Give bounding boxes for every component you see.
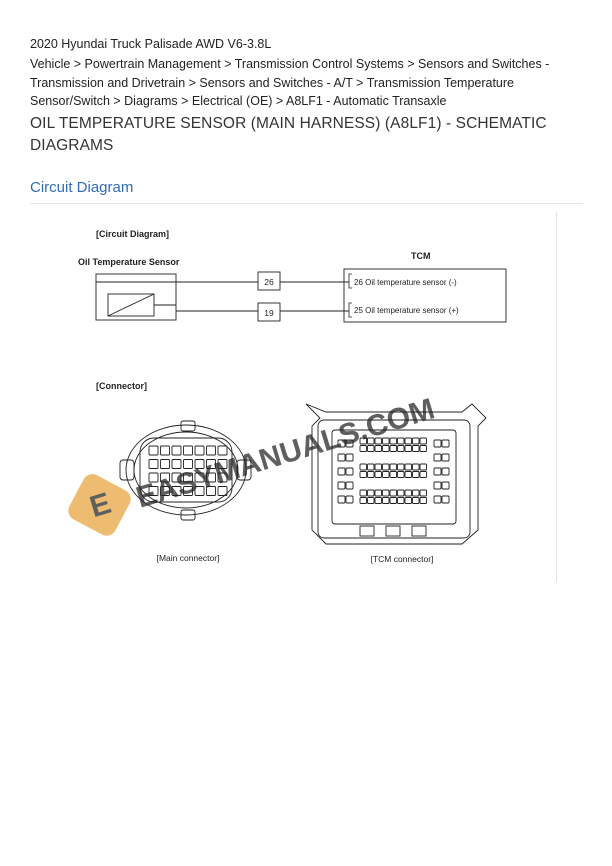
tcm-connector-left-pin [346,454,353,461]
tcm-pin-26-label: 26 Oil temperature sensor (-) [354,278,457,287]
tcm-connector-upper-pin [413,438,420,444]
breadcrumb[interactable]: Vehicle > Powertrain Management > Transmission Control Systems > Sensors and Switches - Transmission and Drivetrain > Sensors and Switches - A/T > Transmission Temperature Sensor/Switch > Diagrams > Electrical (OE) > A8LF1 - Automatic Transaxle [30,57,550,108]
main-connector-pin [207,446,216,455]
tcm-connector-middle-pin [390,472,397,478]
tcm-connector-middle-pin [413,472,420,478]
tcm-connector-right-pin [442,440,449,447]
connector-label: [Connector] [96,381,147,391]
tcm-connector-upper-pin [420,438,427,444]
tcm-connector-middle-pin [368,472,375,478]
svg-text:26: 26 [264,277,274,287]
tcm-connector-lower-pin [375,490,382,496]
tcm-connector-upper-pin [413,446,420,452]
main-connector-pin [172,460,181,469]
tcm-connector-upper-pin [390,438,397,444]
tcm-connector-right-pin [434,496,441,503]
tcm-connector-middle-pin [383,472,390,478]
tcm-connector-upper-pin [405,446,412,452]
tcm-connector-left-pin [338,468,345,475]
tcm-label: TCM [411,251,431,261]
tcm-connector-upper-pin [390,446,397,452]
circuit-diagram-label: [Circuit Diagram] [96,229,170,239]
tcm-connector-lower-pin [368,498,375,504]
harness-wires [280,282,349,311]
tcm-connector-upper-pin [368,446,375,452]
tcm-connector-lower-pin [413,498,420,504]
main-connector-pin [161,460,170,469]
main-connector-pin [172,446,181,455]
diagram-figure [42,212,557,582]
schematic-diagram [42,212,556,582]
watermark-text: EASYMANUALS.COM [132,392,439,515]
tcm-connector-lower-pin [383,490,390,496]
tcm-connector-upper-pin [375,446,382,452]
tcm-connector-right-pin [434,468,441,475]
tcm-connector-lower-pin [360,490,367,496]
tcm-connector-upper-pin [398,446,405,452]
tcm-connector-right-pin [442,482,449,489]
vehicle-title: 2020 Hyundai Truck Palisade AWD V6-3.8L [30,37,272,51]
tcm-connector-middle-pin [383,464,390,470]
tcm-connector-left-pin [338,496,345,503]
tcm-connector-middle-pin [375,472,382,478]
tcm-connector-middle-pin [413,464,420,470]
main-connector-pin [149,460,158,469]
main-connector-pin [184,446,193,455]
svg-text:E: E [86,486,115,525]
tcm-connector-upper-pin [405,438,412,444]
tcm-connector-middle-pin [398,472,405,478]
tcm-connector-lower-pin [405,498,412,504]
tcm-connector-middle-pin [390,464,397,470]
tcm-connector-right-pin [442,454,449,461]
tcm-connector-middle-pin [360,472,367,478]
tcm-pin-25-label: 25 Oil temperature sensor (+) [354,306,459,315]
section-heading: Circuit Diagram [30,179,134,196]
tcm-connector-middle-pin [420,472,427,478]
main-connector-pin [195,446,204,455]
tcm-connector-middle-pin [405,472,412,478]
tcm-connector-lower-pin [390,490,397,496]
pin-19-box [258,303,280,321]
tcm-connector-lower-pin [398,490,405,496]
tcm-connector-lower-pin [390,498,397,504]
tcm-connector-lower-pin [383,498,390,504]
tcm-connector-right-pin [442,496,449,503]
tcm-connector-lower-pin [405,490,412,496]
tcm-connector-right-pin [434,440,441,447]
section-divider [30,203,583,204]
sensor-label: Oil Temperature Sensor [78,257,180,267]
main-connector-caption: [Main connector] [156,553,220,563]
tcm-connector-lower-pin [420,498,427,504]
tcm-connector-upper-pin [383,446,390,452]
tcm-connector-left-pin [338,482,345,489]
tcm-connector-lower-pin [413,490,420,496]
main-connector-pin [149,446,158,455]
tcm-connector-lower-pin [398,498,405,504]
tcm-connector-right-pin [442,468,449,475]
tcm-connector-lower-pin [368,490,375,496]
tcm-connector-right-pin [434,454,441,461]
tcm-connector-lower-pin [360,498,367,504]
tcm-connector-middle-pin [375,464,382,470]
tcm-connector-lower-pin [420,490,427,496]
tcm-connector-middle-pin [405,464,412,470]
main-connector-pin [161,446,170,455]
page-title: OIL TEMPERATURE SENSOR (MAIN HARNESS) (A8LF1) - SCHEMATIC DIAGRAMS [30,114,547,154]
tcm-connector-left-pin [346,496,353,503]
tcm-connector-lower-pin [375,498,382,504]
tcm-connector-middle-pin [420,464,427,470]
tcm-connector-upper-pin [420,446,427,452]
tcm-connector-middle-pin [368,464,375,470]
tcm-connector-middle-pin [398,464,405,470]
tcm-connector-left-pin [346,468,353,475]
tcm-connector-upper-pin [398,438,405,444]
svg-text:19: 19 [264,308,274,318]
tcm-connector-right-pin [434,482,441,489]
watermark-logo-icon [55,460,145,550]
pin-26-box [258,272,280,290]
tcm-connector-caption: [TCM connector] [370,554,434,564]
sensor-schematic-symbol [96,274,258,320]
tcm-connector-left-pin [338,454,345,461]
tcm-connector-left-pin [346,482,353,489]
tcm-connector-middle-pin [360,464,367,470]
tcm-box [344,269,506,322]
page-header [30,36,590,157]
